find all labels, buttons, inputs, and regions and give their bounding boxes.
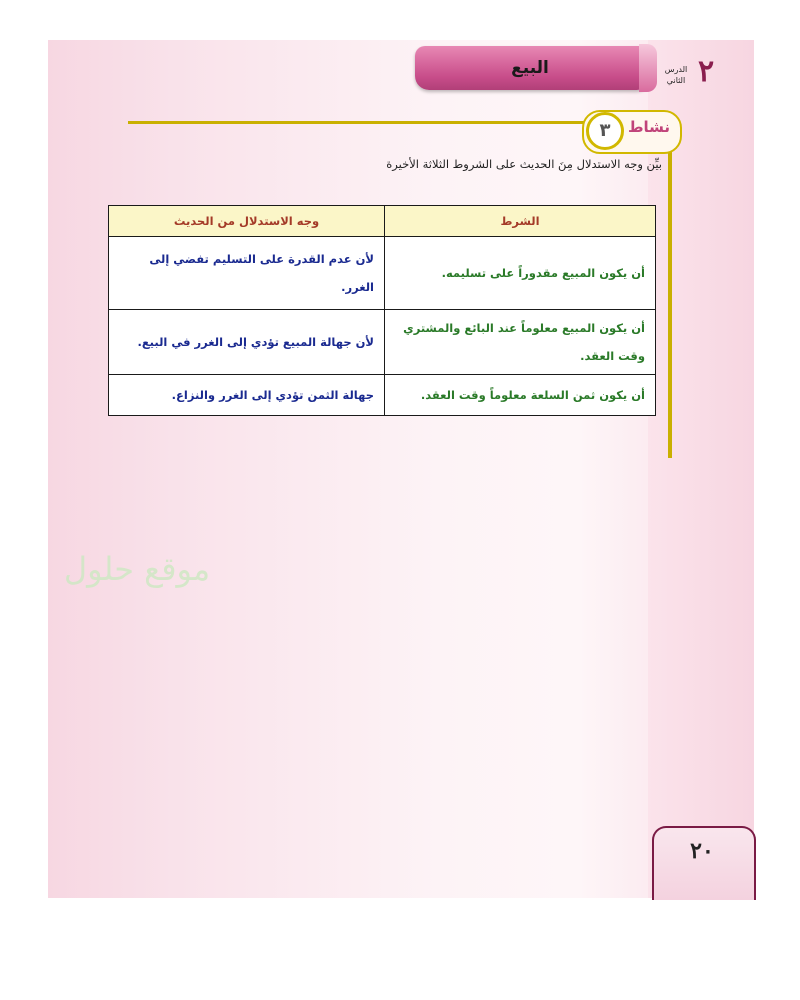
lesson-number: ٢	[698, 54, 715, 89]
divider-vertical	[668, 150, 672, 458]
lesson-label-line2: الثاني	[666, 76, 686, 85]
watermark: موقع حلول	[63, 550, 211, 588]
table-header-row	[109, 206, 656, 237]
condition-cell: أن يكون المبيع معلوماً عند البائع والمشتري وقت العقد.	[385, 310, 656, 375]
page-side-strip	[648, 40, 754, 898]
condition-cell: أن يكون ثمن السلعة معلوماً وقت العقد.	[385, 375, 656, 416]
activity-number: ٣	[586, 112, 624, 150]
activity-label: نشاط	[627, 118, 671, 136]
lesson-title: البيع	[511, 58, 549, 78]
activity-instruction: بيِّن وجه الاستدلال مِنَ الحديث على الشروط الثلاثة الأخيرة	[386, 157, 662, 171]
header-evidence: وجه الاستدلال من الحديث	[109, 206, 385, 237]
evidence-cell: لأن عدم القدرة على التسليم تفضي إلى الغرر.	[109, 237, 385, 310]
divider-horizontal	[128, 121, 590, 124]
evidence-cell: لأن جهالة المبيع تؤدي إلى الغرر في البيع.	[109, 310, 385, 375]
evidence-cell: جهالة الثمن تؤدي إلى الغرر والنزاع.	[109, 375, 385, 416]
header-condition: الشرط	[385, 206, 656, 237]
table-row	[109, 310, 656, 375]
condition-cell: أن يكون المبيع مقدوراً على تسليمه.	[385, 237, 656, 310]
page-number: ٢٠	[690, 838, 714, 864]
table-row	[109, 375, 656, 416]
lesson-label-line1: الدرس	[664, 65, 688, 74]
lesson-label	[655, 64, 697, 86]
conditions-table	[108, 205, 656, 416]
table-row	[109, 237, 656, 310]
